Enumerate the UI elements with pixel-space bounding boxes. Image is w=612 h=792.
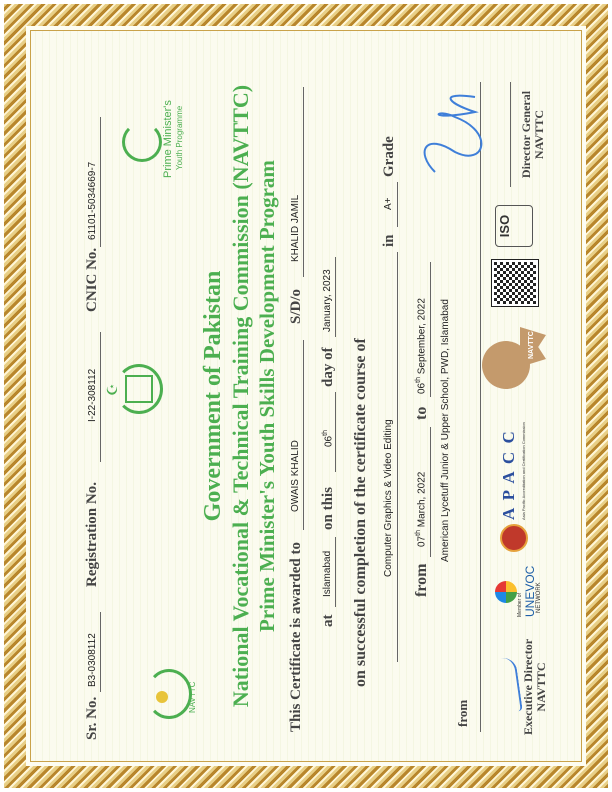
day-of-label: day of: [320, 347, 336, 387]
month-year-value: January, 2023: [322, 269, 333, 332]
cnic-label: CNIC No.: [84, 247, 100, 312]
sr-no-value: B3-0308112: [87, 633, 98, 687]
sr-no-label: Sr. No.: [84, 696, 100, 740]
pakistan-emblem: ☪: [105, 360, 163, 420]
from-date: 07th March, 2022: [415, 471, 428, 547]
navttc-logo: NAVTTC: [140, 667, 200, 727]
executive-director-title: Executive Director NAVTTC: [521, 638, 548, 736]
on-this-label: on this: [320, 487, 336, 530]
institute-value: American Lycetuff Junior & Upper School, PWD, Islamabad: [440, 299, 451, 562]
unevoc-logo: Member of UNEVOC NETWORK: [495, 562, 545, 617]
grade-value: A+: [383, 197, 394, 210]
director-general-title: Director General NAVTTC: [519, 90, 546, 179]
course-value: Computer Graphics & Video Editing: [383, 419, 394, 577]
father-name: KHALID JAMIL: [290, 194, 301, 262]
completion-label: on successful completion of the certificate course of: [352, 338, 369, 687]
director-general-signature: [415, 82, 510, 192]
from-label: from: [413, 563, 430, 597]
pm-youth-programme-logo: Prime Minister's Youth Programme: [120, 102, 200, 182]
grade-label: Grade: [381, 136, 397, 177]
to-label: to: [413, 406, 430, 420]
title-government: Government of Pakistan: [200, 270, 226, 522]
registration-value: I-22-308112: [87, 368, 98, 422]
iso-logo: ISO: [495, 205, 533, 247]
qr-code: [492, 260, 538, 306]
city-value: Islamabad: [322, 550, 333, 597]
apacc-logo: A P A C C Asia Pacific Accreditation and Certification Commission: [495, 417, 535, 552]
footer-from-label: from: [455, 699, 470, 727]
day-value: 06th: [322, 430, 335, 447]
title-commission: National Vocational & Technical Training Commission (NAVTTC): [228, 84, 253, 708]
at-label: at: [320, 614, 336, 627]
registration-label: Registration No.: [84, 482, 100, 587]
sdo-label: S/D/o: [288, 288, 304, 324]
in-label: in: [381, 234, 397, 247]
awarded-label: This Certificate is awarded to: [288, 542, 304, 732]
navttc-seal: NAVTTC: [480, 317, 550, 397]
recipient-name: OWAIS KHALID: [290, 440, 301, 512]
title-program: Prime Minister's Youth Skills Development Program: [255, 160, 279, 632]
to-date: 06th September, 2022: [415, 298, 428, 394]
cnic-value: 61101-5034669-7: [87, 161, 98, 240]
